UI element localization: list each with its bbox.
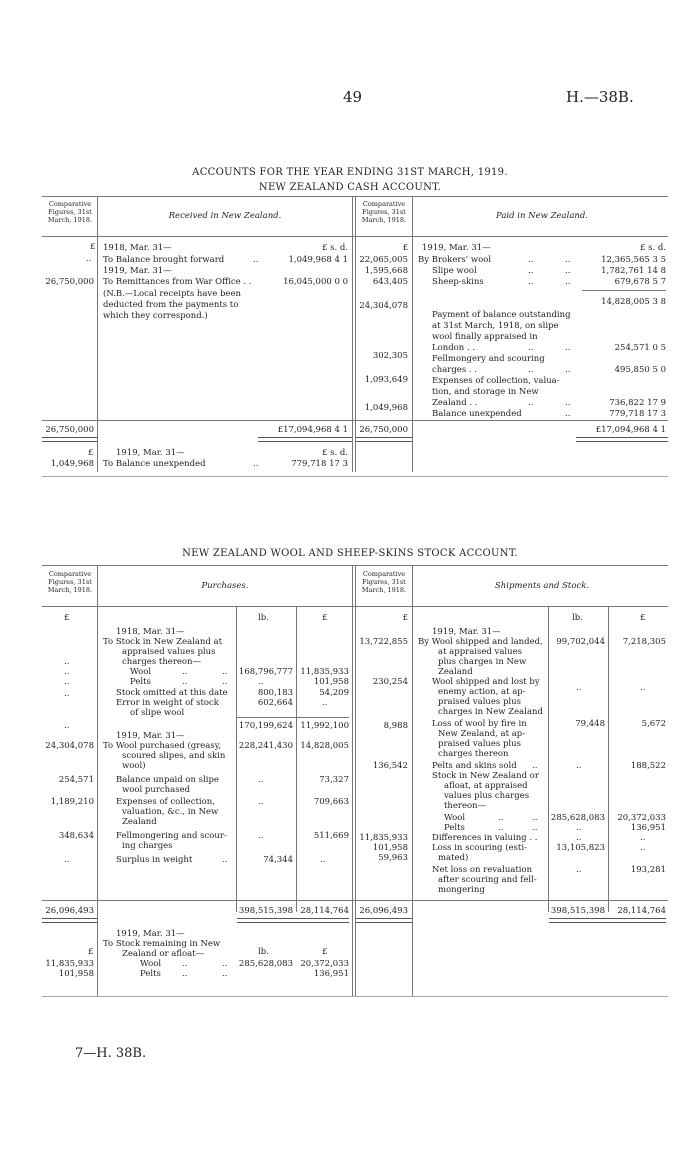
ledger-cell: 254,571 (58, 775, 94, 785)
ledger-cell: 20,372,033 (617, 813, 666, 823)
ledger-cell: 101,958 (58, 969, 94, 979)
ledger-cell: £ s. d. (321, 243, 348, 253)
ledger-cell: 398,515,398 (238, 906, 293, 916)
ledger-cell: To Remittances from War Office . . (103, 277, 252, 287)
ledger-cell: praised values plus (438, 697, 521, 707)
ledger-cell: Pelts (444, 823, 465, 833)
ledger-cell: at appraised values (438, 647, 522, 657)
ledger-cell: 1919, Mar. 31— (422, 243, 491, 253)
ledger-cell: Expenses of collection, valua- (432, 376, 560, 386)
ledger-cell: .. (64, 721, 70, 731)
ledger-cell: 136,951 (630, 823, 666, 833)
ledger-cell: 20,372,033 (300, 959, 349, 969)
cash-received-header: Received in New Zealand. (168, 211, 282, 221)
ledger-cell: 285,628,083 (550, 813, 605, 823)
ledger-cell: .. (528, 343, 534, 353)
page-reference: H.—38B. (566, 88, 634, 106)
ledger-cell: Balance unpaid on slipe (116, 775, 219, 785)
ledger-cell: .. (222, 677, 228, 687)
ledger-cell: enemy action, at ap- (438, 687, 526, 697)
ledger-cell: which they correspond.) (103, 311, 208, 321)
ledger-cell: 228,241,430 (238, 741, 293, 751)
ledger-cell: 1,093,649 (364, 375, 408, 385)
ledger-cell: New Zealand, at ap- (438, 729, 526, 739)
ledger-cell: 73,327 (319, 775, 349, 785)
ledger-cell: .. (182, 677, 188, 687)
ledger-cell: Wool (140, 959, 162, 969)
ledger-cell: .. (528, 365, 534, 375)
ledger-cell: .. (182, 969, 188, 979)
ledger-cell: .. (222, 855, 228, 865)
ledger-cell: .. (182, 667, 188, 677)
ledger-cell: Wool (130, 667, 152, 677)
ledger-cell: (N.B.—Local receipts have been (103, 289, 241, 299)
ledger-cell: 11,835,933 (300, 667, 349, 677)
ledger-cell: To Balance brought forward (103, 255, 225, 265)
ledger-cell: Loss of wool by fire in (432, 719, 527, 729)
ledger-cell: Zealand (122, 817, 157, 827)
ledger-cell: Stock in New Zealand or (432, 771, 539, 781)
ledger-cell: .. (528, 255, 534, 265)
ledger-cell: 285,628,083 (238, 959, 293, 969)
ledger-cell: wool purchased (122, 785, 191, 795)
ledger-cell: .. (258, 831, 264, 841)
ledger-cell: 136,951 (313, 969, 349, 979)
ledger-cell: £ s. d. (321, 448, 348, 458)
ledger-cell: By Brokers' wool (418, 255, 492, 265)
ledger-cell: .. (258, 797, 264, 807)
ledger-cell: 602,664 (257, 698, 293, 708)
ledger-cell: charges thereon (438, 749, 509, 759)
ledger-cell: 22,065,005 (359, 255, 408, 265)
ledger-cell: 736,822 17 9 (609, 398, 666, 408)
ledger-cell: .. (532, 813, 538, 823)
ledger-cell: 136,542 (372, 761, 408, 771)
ledger-cell: .. (64, 667, 70, 677)
ledger-cell: £ (88, 448, 94, 458)
cash-received-total: £17,094,968 4 1 (277, 425, 348, 435)
ledger-cell: 1918, Mar. 31— (116, 627, 185, 637)
ledger-cell: London . . (432, 343, 476, 353)
ledger-cell: .. (64, 657, 70, 667)
ledger-cell: 188,522 (630, 761, 666, 771)
ledger-cell: .. (576, 865, 582, 875)
stock-right-comparative-header: Comparative Figures, 31st March, 1918. (361, 570, 407, 595)
ledger-cell: 54,209 (319, 688, 349, 698)
ledger-cell: .. (182, 959, 188, 969)
ledger-cell: .. (258, 677, 264, 687)
ledger-cell: lb. (258, 613, 269, 623)
ledger-cell: charges in New Zealand (438, 707, 543, 717)
ledger-cell: £ (322, 947, 328, 957)
ledger-cell: .. (565, 277, 571, 287)
ledger-cell: 398,515,398 (550, 906, 605, 916)
ledger-cell: Pelts (130, 677, 151, 687)
ledger-cell: 74,344 (263, 855, 293, 865)
ledger-cell: thereon— (444, 801, 487, 811)
ledger-cell: .. (322, 698, 328, 708)
ledger-cell: 1,189,210 (50, 797, 94, 807)
ledger-cell: 24,304,078 (359, 301, 408, 311)
ledger-cell: 1,049,968 (50, 459, 94, 469)
ledger-cell: mated) (438, 853, 469, 863)
ledger-cell: 79,448 (575, 719, 605, 729)
ledger-cell: £ (88, 947, 94, 957)
ledger-cell: 13,722,855 (359, 637, 408, 647)
ledger-cell: after scouring and fell- (438, 875, 537, 885)
ledger-cell: 1,595,668 (364, 266, 408, 276)
ledger-cell: .. (565, 409, 571, 419)
ledger-cell: deducted from the payments to (103, 300, 239, 310)
ledger-cell: Fellmongering and scour- (116, 831, 227, 841)
ledger-cell: Zealand or afloat— (122, 949, 205, 959)
ledger-cell: .. (498, 813, 504, 823)
ledger-cell: 511,669 (313, 831, 349, 841)
ledger-cell: .. (532, 823, 538, 833)
ledger-cell: Balance unexpended (432, 409, 522, 419)
ledger-cell: £ (402, 243, 408, 253)
cash-account-title: NEW ZEALAND CASH ACCOUNT. (258, 182, 442, 193)
ledger-cell: mongering (438, 885, 485, 895)
ledger-cell: .. (498, 823, 504, 833)
ledger-cell: .. (576, 833, 582, 843)
stock-left-comparative-header: Comparative Figures, 31st March, 1918. (47, 570, 93, 595)
ledger-cell: at 31st March, 1918, on slipe (432, 321, 559, 331)
ledger-cell: 779,718 17 3 (609, 409, 666, 419)
ledger-cell: charges thereon— (122, 657, 202, 667)
ledger-cell: 230,254 (372, 677, 408, 687)
ledger-cell: 11,835,933 (45, 959, 94, 969)
ledger-cell: To Wool purchased (greasy, (103, 741, 222, 751)
ledger-cell: lb. (258, 947, 269, 957)
ledger-cell: Surplus in weight (116, 855, 193, 865)
ledger-cell: praised values plus (438, 739, 521, 749)
ledger-cell: .. (258, 775, 264, 785)
ledger-cell: £ (640, 613, 646, 623)
ledger-cell: 12,365,565 3 5 (601, 255, 666, 265)
ledger-cell: .. (565, 343, 571, 353)
ledger-cell: Payment of balance outstanding (432, 310, 571, 320)
ledger-cell: 11,992,100 (300, 721, 349, 731)
ledger-cell: Wool shipped and lost by (432, 677, 540, 687)
ledger-cell: £ (90, 242, 96, 252)
ledger-cell: 16,045,000 0 0 (283, 277, 348, 287)
ledger-cell: 14,828,005 (300, 741, 349, 751)
ledger-cell: 679,678 5 7 (614, 277, 666, 287)
ledger-cell: valuation, &c., in New (122, 807, 219, 817)
ledger-cell: .. (640, 833, 646, 843)
ledger-cell: To Balance unexpended (103, 459, 206, 469)
ledger-cell: .. (64, 689, 70, 699)
ledger-cell: .. (320, 855, 326, 865)
ledger-cell: 1,049,968 4 1 (288, 255, 348, 265)
ledger-cell: £ s. d. (639, 243, 666, 253)
ledger-cell: To Stock remaining in New (103, 939, 221, 949)
ledger-cell: .. (576, 683, 582, 693)
ledger-cell: Loss in scouring (esti- (432, 843, 527, 853)
ledger-cell: afloat, at appraised (444, 781, 528, 791)
ledger-cell: 709,663 (313, 797, 349, 807)
ledger-cell: 59,963 (378, 853, 408, 863)
ledger-cell: 101,958 (313, 677, 349, 687)
ledger-cell: 170,199,624 (238, 721, 293, 731)
ledger-cell: Zealand (438, 667, 473, 677)
ledger-cell: .. (565, 365, 571, 375)
ledger-cell: 1919, Mar. 31— (116, 731, 185, 741)
ledger-cell: £ (402, 613, 408, 623)
ledger-cell: .. (640, 843, 646, 853)
ledger-cell: Wool (444, 813, 466, 823)
cash-left-comparative-header: Comparative Figures, 31st March, 1918. (47, 200, 93, 225)
ledger-cell: Error in weight of stock (116, 698, 219, 708)
ledger-cell: To Stock in New Zealand at (103, 637, 223, 647)
ledger-cell: .. (532, 761, 538, 771)
ledger-cell: Fellmongery and scouring (432, 354, 545, 364)
ledger-cell: 26,096,493 (45, 906, 94, 916)
ledger-cell: 302,305 (372, 351, 408, 361)
ledger-cell: .. (222, 959, 228, 969)
ledger-cell: 13,105,823 (556, 843, 605, 853)
ledger-cell: tion, and storage in New (432, 387, 539, 397)
ledger-cell: wool finally appraised in (432, 332, 538, 342)
ledger-cell: 495,850 5 0 (614, 365, 666, 375)
ledger-cell: .. (86, 254, 92, 264)
ledger-cell: charges . . (432, 365, 478, 375)
ledger-cell: Pelts and skins sold (432, 761, 517, 771)
ledger-cell: £ (64, 613, 70, 623)
ledger-cell: .. (640, 683, 646, 693)
ledger-cell: .. (253, 255, 259, 265)
ledger-cell: 11,835,933 (359, 833, 408, 843)
page-number: 49 (343, 88, 363, 106)
stock-purchases-total: 28,114,764 (300, 906, 349, 916)
page-footer: 7—H. 38B. (75, 1046, 147, 1061)
ledger-cell: plus charges in New (438, 657, 527, 667)
ledger-cell: of slipe wool (130, 708, 185, 718)
ledger-cell: lb. (572, 613, 583, 623)
ledger-cell: .. (64, 855, 70, 865)
ledger-cell: Stock omitted at this date (116, 688, 228, 698)
ledger-cell: Expenses of collection, (116, 797, 215, 807)
ledger-cell: 193,281 (630, 865, 666, 875)
stock-account-title: NEW ZEALAND WOOL AND SHEEP-SKINS STOCK ACCOUNT. (182, 548, 518, 559)
ledger-cell: By Wool shipped and landed, (418, 637, 543, 647)
ledger-cell: .. (565, 266, 571, 276)
ledger-cell: .. (222, 667, 228, 677)
ledger-cell: 26,750,000 (359, 425, 408, 435)
ledger-cell: 1919, Mar. 31— (116, 929, 185, 939)
ledger-cell: 254,571 0 5 (614, 343, 666, 353)
ledger-cell: Slipe wool (432, 266, 477, 276)
ledger-cell: ing charges (122, 841, 173, 851)
ledger-cell: .. (576, 823, 582, 833)
ledger-cell: .. (528, 398, 534, 408)
ledger-cell: .. (64, 677, 70, 687)
ledger-cell: 99,702,044 (556, 637, 605, 647)
ledger-cell: appraised values plus (122, 647, 216, 657)
ledger-cell: Zealand . . (432, 398, 478, 408)
ledger-cell: 14,828,005 3 8 (601, 297, 666, 307)
cash-paid-total: £17,094,968 4 1 (595, 425, 666, 435)
stock-shipments-total: 28,114,764 (617, 906, 666, 916)
stock-purchases-header: Purchases. (201, 581, 249, 591)
cash-balance-unexpended: 779,718 17 3 (291, 459, 348, 469)
ledger-cell: 348,634 (58, 831, 94, 841)
accounts-title: ACCOUNTS FOR THE YEAR ENDING 31ST MARCH, 1919. (192, 167, 508, 178)
cash-paid-header: Paid in New Zealand. (495, 211, 588, 221)
ledger-cell: 5,672 (641, 719, 666, 729)
ledger-cell: .. (222, 969, 228, 979)
ledger-cell: 26,750,000 (45, 425, 94, 435)
ledger-cell: Differences in valuing . . (432, 833, 538, 843)
cash-right-comparative-header: Comparative Figures, 31st March, 1918. (361, 200, 407, 225)
ledger-cell: 24,304,078 (45, 741, 94, 751)
stock-shipments-header: Shipments and Stock. (494, 581, 590, 591)
ledger-cell: 1919, Mar. 31— (432, 627, 501, 637)
ledger-cell: 26,096,493 (359, 906, 408, 916)
ledger-cell: .. (576, 761, 582, 771)
ledger-cell: 1918, Mar. 31— (103, 243, 172, 253)
ledger-cell: 643,405 (372, 277, 408, 287)
ledger-cell: 168,796,777 (238, 667, 293, 677)
ledger-cell: 101,958 (372, 843, 408, 853)
ledger-cell: .. (528, 266, 534, 276)
ledger-cell: 7,218,305 (622, 637, 666, 647)
ledger-cell: Pelts (140, 969, 161, 979)
ledger-cell: values plus charges (444, 791, 530, 801)
ledger-cell: .. (565, 398, 571, 408)
ledger-cell: .. (565, 255, 571, 265)
ledger-cell: 1,049,968 (364, 403, 408, 413)
ledger-cell: .. (253, 459, 259, 469)
ledger-cell: 8,988 (383, 721, 408, 731)
ledger-cell: .. (528, 277, 534, 287)
ledger-cell: wool) (122, 761, 146, 771)
ledger-cell: £ (322, 613, 328, 623)
cash-left-comparative-value: 26,750,000 (45, 277, 94, 287)
ledger-cell: Sheep-skins (432, 277, 484, 287)
ledger-cell: Net loss on revaluation (432, 865, 533, 875)
ledger-cell: 800,183 (257, 688, 293, 698)
ledger-cell: scoured slipes, and skin (122, 751, 226, 761)
ledger-cell: 1,782,761 14 8 (601, 266, 666, 276)
ledger-cell: 1919, Mar. 31— (116, 448, 185, 458)
ledger-cell: 1919, Mar. 31— (103, 266, 172, 276)
